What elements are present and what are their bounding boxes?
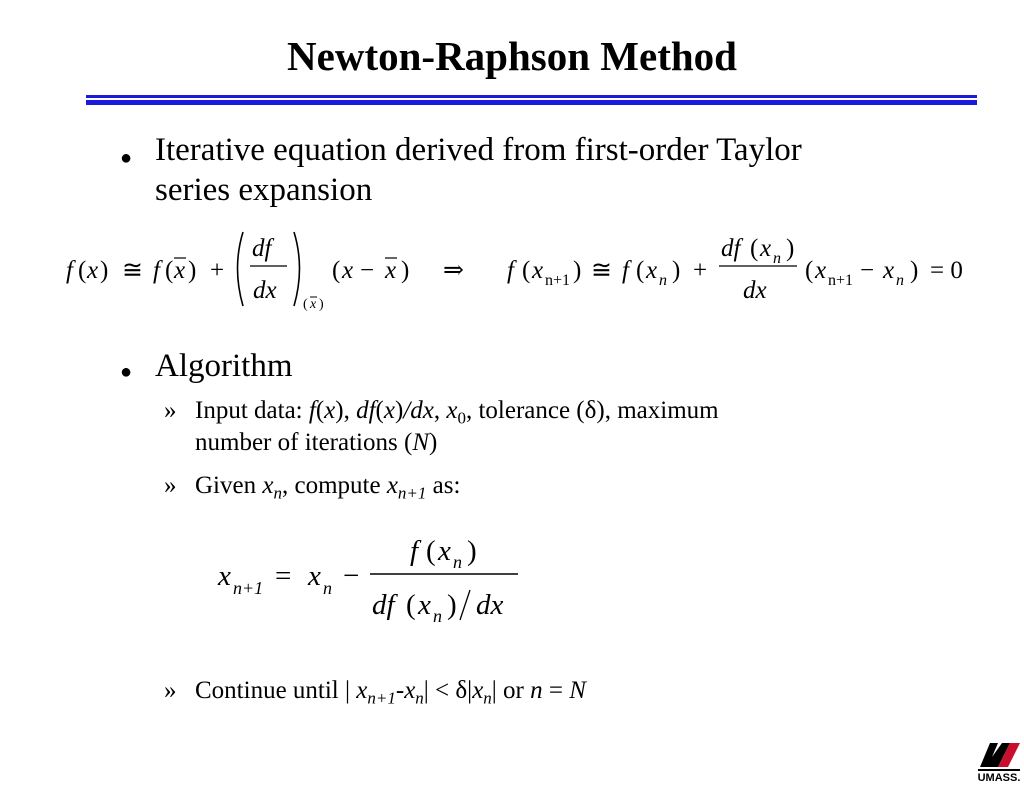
stopping-criterion: Continue until | $x_{n+1}-x_n| < \delta|x_n|$ or n = N <box>195 677 586 708</box>
svg-text:n+1: n+1 <box>233 578 264 598</box>
svg-text:−: − <box>860 257 875 284</box>
svg-text:x: x <box>646 257 658 284</box>
svg-text:): ) <box>573 257 582 284</box>
svg-text:): ) <box>447 589 457 621</box>
svg-text:(: ( <box>406 589 416 621</box>
svg-text:≅: ≅ <box>122 257 143 284</box>
svg-text:df: df <box>721 235 741 262</box>
title-rule-thick <box>86 100 977 105</box>
svg-text:(: ( <box>165 257 174 284</box>
svg-text:): ) <box>100 257 109 284</box>
svg-text:= 0: = 0 <box>930 257 963 284</box>
bullet-dot: ● <box>120 147 133 169</box>
svg-text:−: − <box>360 257 375 284</box>
svg-text:n: n <box>453 552 462 572</box>
svg-text:dx: dx <box>253 277 277 304</box>
svg-text:(: ( <box>78 257 87 284</box>
svg-text:(: ( <box>750 235 759 262</box>
svg-text:x: x <box>438 535 451 567</box>
svg-text:): ) <box>786 235 795 262</box>
umass-logo-text: UMASS. <box>977 772 1021 784</box>
svg-text:x: x <box>87 257 99 284</box>
svg-text:n: n <box>896 272 904 289</box>
svg-text:(: ( <box>332 257 341 284</box>
svg-text:(: ( <box>303 297 308 312</box>
svg-text:+: + <box>210 257 225 284</box>
svg-text:x: x <box>815 257 827 284</box>
svg-text:): ) <box>188 257 197 284</box>
svg-text:x: x <box>385 257 397 284</box>
svg-text:x: x <box>342 257 354 284</box>
svg-text:x: x <box>418 589 431 621</box>
svg-text:f: f <box>507 257 514 284</box>
sub-marker: » <box>164 677 177 704</box>
svg-text:): ) <box>910 257 919 284</box>
svg-text:(: ( <box>522 257 531 284</box>
svg-text:f: f <box>410 535 419 567</box>
svg-text:f: f <box>153 257 160 284</box>
svg-text:(: ( <box>805 257 814 284</box>
svg-text:df: df <box>252 235 272 262</box>
bullet-taylor-line2: series expansion <box>155 172 373 208</box>
given-line: Given $x_n$, compute $x_{n+1}$ as: <box>195 472 461 503</box>
svg-text:+: + <box>693 257 708 284</box>
svg-text:x: x <box>760 235 772 262</box>
svg-text:(: ( <box>636 257 645 284</box>
input-data-line2: number of iterations (N) <box>195 429 438 456</box>
bullet-dot: ● <box>120 361 133 383</box>
implies-arrow: ⇒ <box>443 257 464 284</box>
input-data-line1: Input data: f(x), df(x)/dx, $x_0$, tolerance (δ), maximum <box>195 397 719 428</box>
svg-text:x: x <box>218 560 231 592</box>
svg-text:=: = <box>275 560 292 592</box>
svg-text:dx: dx <box>476 589 504 621</box>
svg-text:≅: ≅ <box>591 257 612 284</box>
svg-text:x: x <box>883 257 895 284</box>
svg-text:x: x <box>532 257 544 284</box>
sub-marker: » <box>164 397 177 424</box>
svg-text:df: df <box>372 589 395 621</box>
svg-text:): ) <box>467 535 477 567</box>
svg-text:n: n <box>433 606 442 626</box>
svg-text:dx: dx <box>743 277 767 304</box>
svg-text:(: ( <box>426 535 436 567</box>
svg-text:f: f <box>622 257 629 284</box>
svg-text:x: x <box>174 257 186 284</box>
svg-text:x: x <box>308 560 321 592</box>
svg-text:): ) <box>319 297 324 312</box>
eq-f: f <box>66 257 73 284</box>
svg-text:−: − <box>343 560 360 592</box>
svg-text:): ) <box>672 257 681 284</box>
bullet-taylor-line1: Iterative equation derived from first-order Taylor <box>155 132 802 168</box>
svg-text:n: n <box>323 578 332 598</box>
svg-text:): ) <box>401 257 410 284</box>
eval-point: x <box>310 297 317 312</box>
newton-update-equation <box>210 528 540 628</box>
svg-text:n+1: n+1 <box>828 272 854 289</box>
svg-text:n: n <box>659 272 667 289</box>
bullet-algorithm: Algorithm <box>155 348 293 384</box>
sub-marker: » <box>164 472 177 499</box>
svg-text:n+1: n+1 <box>545 272 571 289</box>
svg-text:n: n <box>773 250 781 267</box>
slide-title: Newton-Raphson Method <box>287 33 737 79</box>
title-rule-thin <box>86 95 977 98</box>
taylor-equation <box>60 228 980 318</box>
